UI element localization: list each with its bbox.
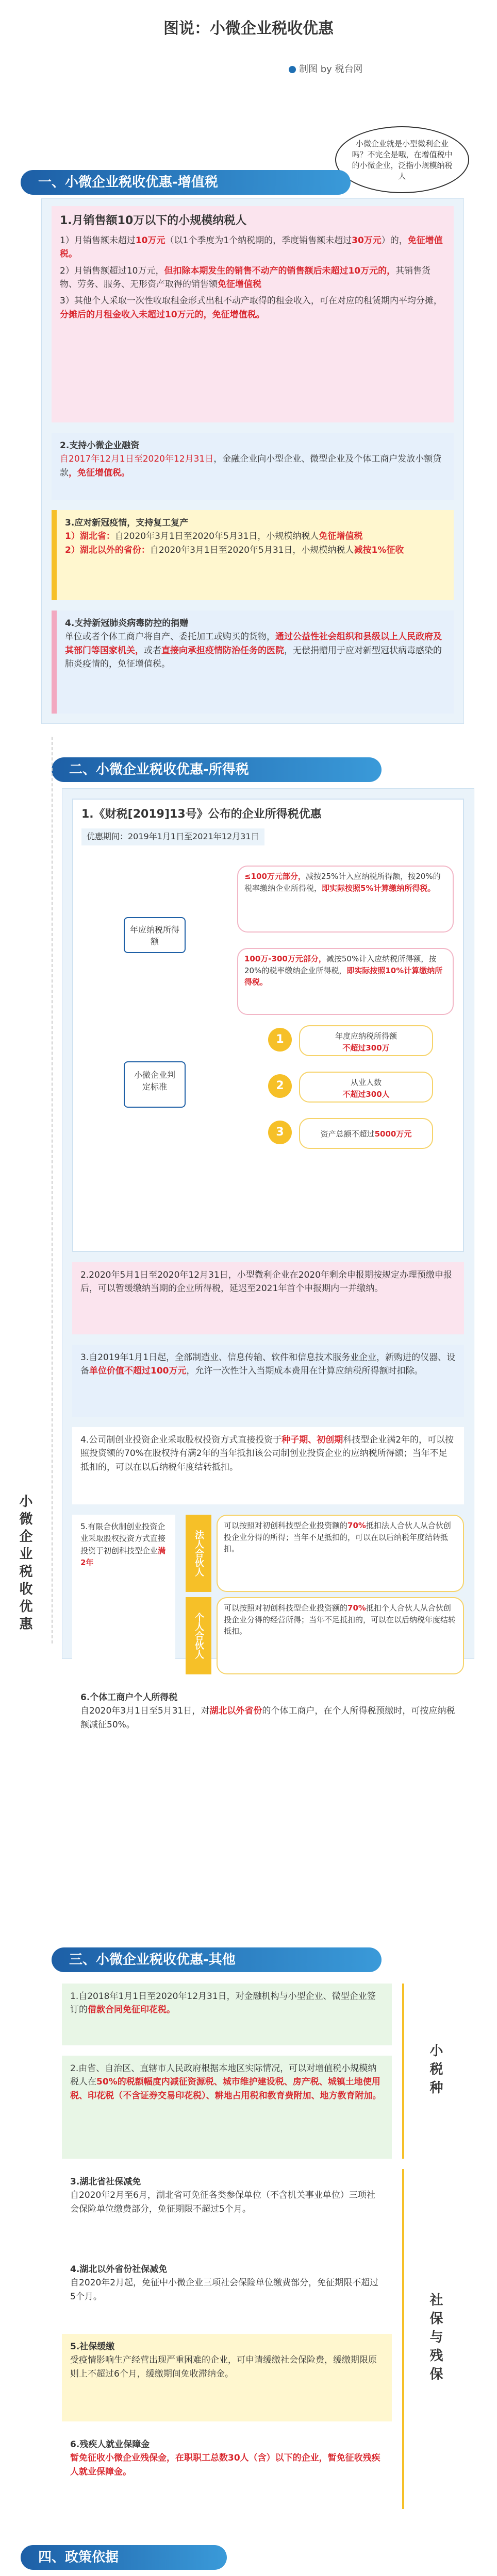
vat-rule-2: 2）月销售额超过10万元，但扣除本期发生的销售不动产的销售额后未超过10万元的，其销售货物、劳务、服务、无形资产取得的销售额免征增值税 [60, 265, 431, 290]
criteria-number-1: 1 [268, 1028, 292, 1052]
info-bubble: 小微企业就是小型微利企业吗？不完全是哦，在增值税中的小微企业，泛指小规模纳税人 [335, 126, 469, 193]
brand-dot-icon [289, 66, 296, 73]
partner-personal-label: 个人合伙人 [186, 1597, 211, 1674]
card-title: 2.支持小微企业融资 [60, 440, 140, 451]
section3-heading: 三、小微企业税收优惠-其他 [52, 1947, 382, 1972]
period-label: 优惠期间：2019年1月1日至2021年12月31日 [81, 828, 264, 845]
partner-legal-rule: 可以按照对初创科技型企业投资额的70%抵扣法人合伙人从合伙创投企业分得的所得；当年不足抵扣的，可以在以后纳税年度结转抵扣。 [217, 1515, 464, 1592]
section2-heading: 二、小微企业税收优惠-所得税 [52, 757, 382, 782]
credit-text: 制图 by 税台网 [299, 64, 363, 75]
income-tax-defer: 2.2020年5月1日至2020年12月31日，小型微利企业在2020年剩余申报期按规定办理预缴申报后，可以暂缓缴纳当期的企业所得税，延迟至2021年首个申报期内一并缴纳。 [72, 1262, 464, 1334]
credit [289, 62, 363, 75]
criteria-number-3: 3 [268, 1121, 292, 1144]
criteria-1: 年度应纳税所得额 不超过300万 [299, 1025, 433, 1056]
partner-personal-rule: 可以按照对初创科技型企业投资额的70%抵扣个人合伙人从合伙创投企业分得的经营所得；当年不足抵扣的，可以在以后纳税年度结转抵扣。 [217, 1597, 464, 1674]
criteria-3: 资产总额不超过5000万元 [299, 1118, 433, 1149]
card-title: 3.应对新冠疫情，支持复工复产 [65, 518, 189, 528]
section4-heading: 四、政策依据 [21, 2545, 227, 2570]
side-label: 小微企业税收优惠 [17, 1494, 32, 1634]
sidebar-social: 社保与残保 [402, 2169, 466, 2509]
vat-card-covid: 3.应对新冠疫情，支持复工复产 1）湖北省：自2020年3月1日至2020年5月31日，小规模纳税人免征增值税 2）湖北以外的省份：自2020年3月1日至2020年5月31日，小规模纳税人减按1%征收 [52, 510, 454, 600]
disability-fund: 6.残疾人就业保障金 暂免征收小微企业残保金，在职职工总数30人（含）以下的企业，暂免征收残疾人就业保障金。 [62, 2432, 392, 2509]
hubei-social-security: 3.湖北省社保减免 自2020年2月至6月，湖北省可免征各类参保单位（不含机关事业单位）三项社会保险单位缴费部分，免征期限不超过5个月。 [62, 2169, 392, 2246]
criteria-number-2: 2 [268, 1074, 292, 1098]
six-taxes-reduction: 2.由省、自治区、直辖市人民政府根据本地区实际情况，可以对增值税小规模纳税人在50%的税额幅度内减征资源税、城市维护建设税、房产税、城镇土地使用税、印花税（不含证券交易印花税）、耕地占用税和教育费附加、地方教育附加。 [62, 2056, 392, 2159]
social-deferral: 5.社保缓缴 受疫情影响生产经营出现严重困难的企业，可申请缓缴社会保险费，缓缴期限原则上不超过6个月，缓缴期间免收滞纳金。 [62, 2334, 392, 2421]
stamp-duty: 1.自2018年1月1日至2020年12月31日，对金融机构与小型企业、微型企业签订的借款合同免征印花税。 [62, 1984, 392, 2045]
card-title: 4.支持新冠肺炎病毒防控的捐赠 [65, 618, 189, 629]
section1-heading: 一、小微企业税收优惠-增值税 [21, 170, 351, 195]
vat-rule-3: 3）其他个人采取一次性收取租金形式出租不动产取得的租金收入，可在对应的租赁期内平均分摊，分摊后的月租金收入未超过10万元的，免征增值税。 [60, 296, 442, 320]
sidebar-small-taxes: 小税种 [402, 1984, 466, 2159]
page-title: 图说：小微企业税收优惠 [163, 20, 334, 38]
criteria-label: 小微企业判定标准 [124, 1061, 186, 1108]
vat-rule-1: 1）月销售额未超过10万元（以1个季度为1个纳税期的，季度销售额未超过30万元）的，免征增值税。 [60, 235, 443, 260]
criteria-2: 从业人数 不超过300人 [299, 1072, 433, 1103]
partnership-label: 5.有限合伙制创业投资企业采取股权投资方式直接投资于初创科技型企业满2年 [72, 1515, 175, 1669]
income-label: 年应纳税所得额 [124, 917, 186, 953]
tier-1: ≤100万元部分，减按25%计入应纳税所得额，按20%的税率缴纳企业所得税，即实际按照5%计算缴纳所得税。 [237, 866, 454, 933]
other-social-security: 4.湖北以外省份社保减免 自2020年2月起，免征中小微企业三项社会保险单位缴费部分，免征期限不超过5个月。 [62, 2257, 392, 2324]
vat-card-financing: 2.支持小微企业融资 自2017年12月1日至2020年12月31日，金融企业向小型企业、微型企业及个体工商户发放小额贷款，免征增值税。 [52, 433, 454, 500]
tier-2: 100万-300万元部分，减按50%计入应纳税所得额，按20%的税率缴纳企业所得税，即实际按照10%计算缴纳所得税。 [237, 948, 454, 1015]
card-title: 1.月销售额10万以下的小规模纳税人 [60, 214, 247, 227]
equipment-deduction: 3.自2019年1月1日起，全部制造业、信息传输、软件和信息技术服务业企业，新购进的仪器、设备单位价值不超过100万元，允许一次性计入当期成本费用在计算应纳税所得额时扣除。 [72, 1345, 464, 1417]
vat-card-donation: 4.支持新冠肺炎病毒防控的捐赠 单位或者个体工商户将自产、委托加工或购买的货物，通过公益性社会组织和县级以上人民政府及其部门等国家机关，或者直接向承担疫情防治任务的医院，无偿捐赠用于应对新型冠状病毒感染的肺炎疫情的，免征增值税。 [52, 611, 454, 714]
partner-legal-label: 法人合伙人 [186, 1515, 211, 1592]
individual-business-tax: 6.个体工商户个人所得税 自2020年3月1日至5月31日，对湖北以外省份的个体工商户，在个人所得税预缴时，可按应纳税额减征50%。 [72, 1685, 464, 1762]
card-title: 1.《财税[2019]13号》公布的企业所得税优惠 [81, 808, 322, 821]
venture-capital: 4.公司制创业投资企业采取股权投资方式直接投资于种子期、初创期科技型企业满2年的，可以按照投资额的70%在股权持有满2年的当年抵扣该公司制创业投资企业的应纳税所得额；当年不足抵扣的，可以在以后纳税年度结转抵扣。 [72, 1427, 464, 1504]
vat-card-small-scale [52, 206, 454, 422]
